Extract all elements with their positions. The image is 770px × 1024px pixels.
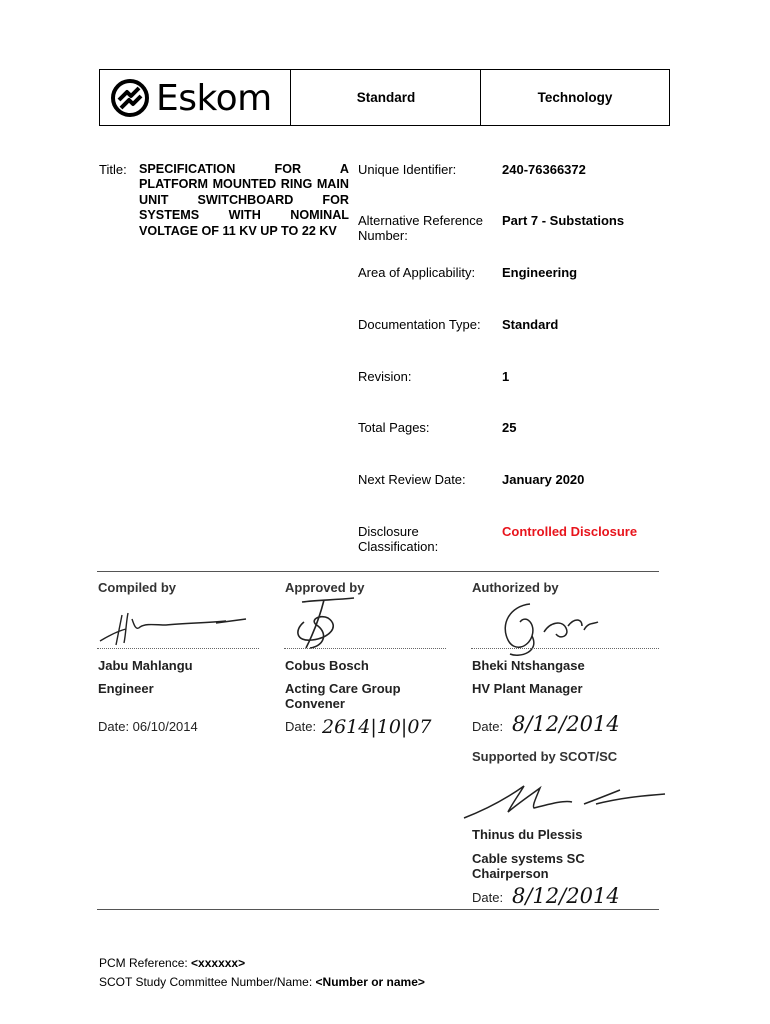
approved-by-role-line1: Acting Care Group <box>285 681 401 696</box>
approved-by-date-handwritten: 2614|10|07 <box>322 716 432 738</box>
compiled-by-signature <box>96 605 256 647</box>
field-value-disclosure-classification: Controlled Disclosure <box>502 524 638 539</box>
field-label-disclosure-classification: Disclosure Classification: <box>358 524 439 554</box>
header-technology-label: Technology <box>537 90 613 105</box>
supported-by-date-handwritten: 8/12/2014 <box>512 884 620 908</box>
field-value-alternative-reference: Part 7 - Substations <box>502 213 625 228</box>
field-label-unique-identifier: Unique Identifier: <box>358 162 457 177</box>
eskom-emblem-icon <box>110 78 150 118</box>
field-value-revision: 1 <box>502 369 510 384</box>
field-value-area-of-applicability: Engineering <box>502 265 578 280</box>
authorized-by-heading: Authorized by <box>472 580 559 595</box>
signature-bottom-rule <box>97 909 659 910</box>
field-value-total-pages: 25 <box>502 420 517 435</box>
signature-top-rule <box>97 571 659 572</box>
field-value-unique-identifier: 240-76366372 <box>502 162 586 177</box>
scot-study-committee-value: <Number or name> <box>315 975 425 989</box>
compiled-by-name: Jabu Mahlangu <box>98 658 193 673</box>
pcm-reference-value: <xxxxxx> <box>191 956 246 970</box>
authorized-by-date-label: Date: <box>472 719 504 734</box>
authorized-by-role: HV Plant Manager <box>472 681 583 696</box>
scot-study-committee-label: SCOT Study Committee Number/Name: <box>99 975 316 989</box>
field-value-next-review-date: January 2020 <box>502 472 585 487</box>
field-label-area-of-applicability: Area of Applicability: <box>358 265 476 280</box>
approved-by-sign-line <box>284 648 446 649</box>
field-value-documentation-type: Standard <box>502 317 559 332</box>
scot-study-committee <box>99 975 425 989</box>
eskom-logo-text: Eskom <box>156 77 272 119</box>
compiled-by-role: Engineer <box>98 681 154 696</box>
header-cell-technology <box>480 70 669 125</box>
header-standard-label: Standard <box>356 90 416 105</box>
field-label-alternative-reference: Alternative Reference Number: <box>358 213 484 243</box>
approved-by-date-label: Date: <box>285 719 317 734</box>
approved-by-role-line2: Convener <box>285 696 345 711</box>
supported-by-role-line1: Cable systems SC <box>472 851 585 866</box>
supported-by-signature <box>460 778 670 822</box>
header-cell-standard <box>290 70 481 125</box>
approved-by-signature <box>284 596 364 654</box>
field-label-next-review-date: Next Review Date: <box>358 472 466 487</box>
approved-by-heading: Approved by <box>285 580 365 595</box>
authorized-by-sign-line <box>471 648 659 649</box>
authorized-by-date-handwritten: 8/12/2014 <box>512 712 620 736</box>
compiled-by-heading: Compiled by <box>98 580 177 595</box>
supported-by-name: Thinus du Plessis <box>472 827 583 842</box>
document-title: SPECIFICATION FOR A PLATFORM MOUNTED RING MAIN UNIT SWITCHBOARD FOR SYSTEMS WITH NOMINAL VOLTAGE OF 11 KV UP TO 22 KV <box>139 162 349 238</box>
approved-by-name: Cobus Bosch <box>285 658 369 673</box>
pcm-reference-label: PCM Reference: <box>99 956 192 970</box>
eskom-logo <box>110 77 272 119</box>
compiled-by-date: Date: 06/10/2014 <box>98 719 198 734</box>
supported-by-heading: Supported by SCOT/SC <box>472 749 618 764</box>
field-label-total-pages: Total Pages: <box>358 420 430 435</box>
authorized-by-name: Bheki Ntshangase <box>472 658 585 673</box>
field-label-revision: Revision: <box>358 369 412 384</box>
compiled-by-sign-line <box>97 648 259 649</box>
supported-by-role-line2: Chairperson <box>472 866 549 881</box>
title-label: Title: <box>99 162 127 177</box>
header-table <box>99 69 670 126</box>
pcm-reference <box>99 956 245 970</box>
supported-by-date-label: Date: <box>472 890 504 905</box>
field-label-documentation-type: Documentation Type: <box>358 317 481 332</box>
